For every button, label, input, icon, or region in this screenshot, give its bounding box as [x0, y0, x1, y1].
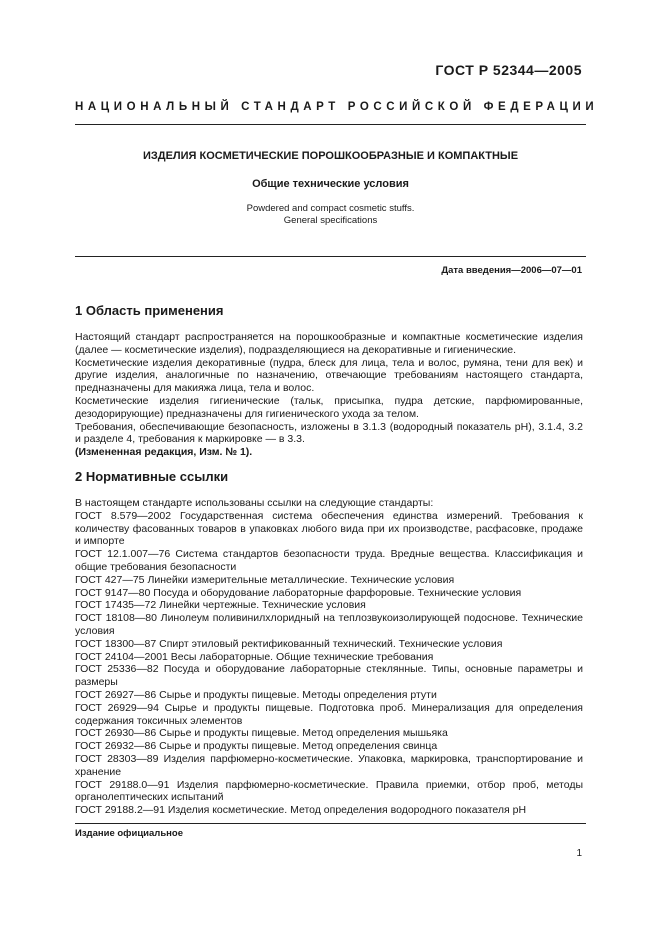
reference-item: ГОСТ 29188.2—91 Изделия косметические. Метод определения водородного показателя pH: [75, 804, 527, 817]
section-1-body: [75, 331, 583, 459]
document-title: ИЗДЕЛИЯ КОСМЕТИЧЕСКИЕ ПОРОШКООБРАЗНЫЕ И КОМПАКТНЫЕ: [142, 150, 519, 162]
english-title-line-1: Powdered and compact cosmetic stuffs.: [246, 203, 415, 214]
reference-item: ГОСТ 18108—80 Линолеум поливинилхлоридный на теплозвукоизолирующей подоснове. Технические условия: [75, 612, 583, 637]
header-divider: [75, 124, 586, 125]
section-2-heading: 2 Нормативные ссылки: [75, 469, 229, 484]
section-2-body: [75, 497, 583, 817]
reference-item: ГОСТ 26929—94 Сырье и продукты пищевые. Подготовка проб. Минерализация для определения содержания токсичных элементов: [75, 701, 583, 727]
reference-item: ГОСТ 9147—80 Посуда и оборудование лабораторные фарфоровые. Технические условия: [75, 586, 522, 599]
paragraph: Настоящий стандарт распространяется на порошкообразные и компактные косметические изделия (далее — косметические изделия), подразделяющиеся на декоративные и гигиенические.: [75, 331, 583, 356]
reference-item: ГОСТ 24104—2001 Весы лабораторные. Общие технические требования: [75, 650, 434, 663]
english-title-line-2: General specifications: [283, 215, 378, 226]
document-subtitle: Общие технические условия: [252, 178, 409, 190]
reference-item: ГОСТ 427—75 Линейки измерительные металлические. Технические условия: [75, 573, 455, 586]
date-divider: [75, 256, 586, 257]
reference-item: ГОСТ 12.1.007—76 Система стандартов безопасности труда. Вредные вещества. Классификация и общие требования безопасности: [75, 548, 583, 573]
reference-item: ГОСТ 18300—87 Спирт этиловый ректификованный технический. Технические условия: [75, 637, 503, 650]
section-1-heading: 1 Область применения: [75, 303, 224, 318]
page-number: 1: [576, 848, 582, 859]
introduction-date: Дата введения—2006—07—01: [441, 265, 582, 276]
paragraph: Косметические изделия декоративные (пудра, блеск для лица, тела и волос, румяна, тени для век) и другие изделия, аналогичные по назначению, отвечающие требованиям настоящего стандарта, предназначены для макияжа лица, тела и волос.: [75, 356, 583, 395]
reference-item: ГОСТ 8.579—2002 Государственная система обеспечения единства измерений. Требования к количеству фасованных товаров в упаковках любого вида при их производстве, расфасовке, продаже и импорте: [75, 509, 583, 548]
reference-item: ГОСТ 26932—86 Сырье и продукты пищевые. Метод определения свинца: [75, 740, 438, 753]
amendment-note: (Измененная редакция, Изм. № 1).: [75, 446, 253, 459]
reference-item: ГОСТ 26930—86 Сырье и продукты пищевые. Метод определения мышьяка: [75, 727, 448, 740]
references-intro: В настоящем стандарте использованы ссылки на следующие стандарты:: [75, 497, 434, 509]
standard-designation: НАЦИОНАЛЬНЫЙ СТАНДАРТ РОССИЙСКОЙ ФЕДЕРАЦИИ: [75, 101, 599, 113]
reference-item: ГОСТ 29188.0—91 Изделия парфюмерно-косметические. Правила приемки, отбор проб, методы органолептических испытаний: [75, 778, 583, 804]
reference-item: ГОСТ 26927—86 Сырье и продукты пищевые. Методы определения ртути: [75, 688, 437, 701]
reference-item: ГОСТ 17435—72 Линейки чертежные. Технические условия: [75, 599, 366, 612]
paragraph: Косметические изделия гигиенические (тальк, присыпка, пудра детские, парфюмированные, дезодорирующие) предназначены для гигиенического ухода за телом.: [75, 394, 583, 420]
reference-item: ГОСТ 25336—82 Посуда и оборудование лабораторные стеклянные. Типы, основные параметры и размеры: [75, 663, 583, 689]
document-code: ГОСТ Р 52344—2005: [435, 62, 582, 78]
official-edition-label: Издание официальное: [75, 828, 183, 839]
reference-item: ГОСТ 28303—89 Изделия парфюмерно-косметические. Упаковка, маркировка, транспортирование и хранение: [75, 752, 583, 778]
paragraph: Требования, обеспечивающие безопасность, изложены в 3.1.3 (водородный показатель рН), 3.1.4, 3.2 и разделе 4, требования к маркировке — в 3.3.: [75, 420, 583, 446]
footer-divider: [75, 823, 586, 824]
english-title: [75, 203, 586, 227]
